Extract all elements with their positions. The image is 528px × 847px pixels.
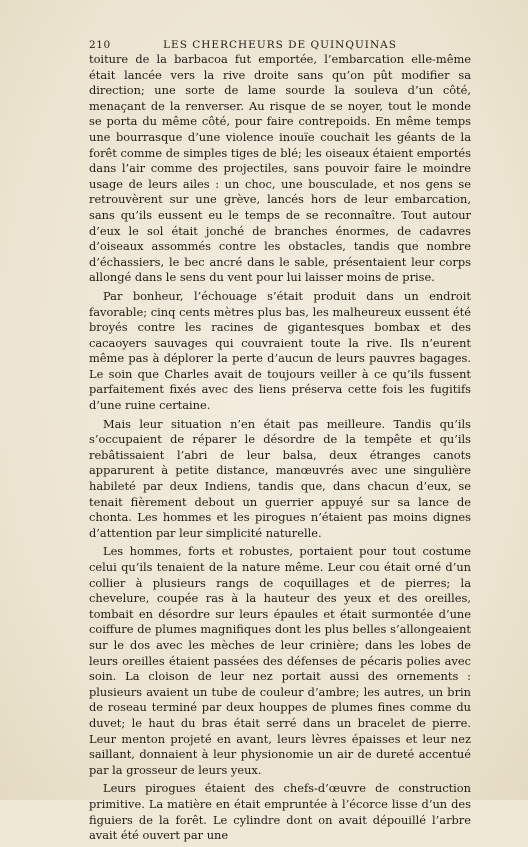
page-header [89,38,471,52]
paragraph-1: toiture de la barbacoa fut emportée, l’embarcation elle-même était lancée vers la rive droite sans qu’on pût modifier sa direction; une sorte de lame sourde la souleva d’un côté, menaçant de la renverser. Au risque de se noyer, tout le monde se porta du même côté, pour faire contrepoids. En même temps une bourrasque d’une violence inouïe couchait les géants de la forêt comme de simples tiges de blé; les oiseaux étaient emportés dans l’air comme des projectiles, sans pouvoir faire le moindre usage de leurs ailes : un choc, une bousculade, et nos gens se retrouvèrent sur une grève, lancés hors de leur embarcation, sans qu’ils eussent eu le temps de se reconnaître. Tout autour d’eux le sol était jonché de branches énormes, de cadavres d’oiseaux assommés contre les obstacles, tandis que nombre d’échassiers, le bec ancré dans le sable, présentaient leur corps allongé dans le sens du vent pour lui laisser moins de prise. [89,52,471,285]
paragraph-2: Par bonheur, l’échouage s’était produit dans un endroit favorable; cinq cents mètres plus bas, les malheureux eussent été broyés contre les racines de gigantesques bombax et des cacaoyers sauvages qui couvraient toute la rive. Ils n’eurent même pas à déplorer la perte d’aucun de leurs pauvres bagages. Le soin que Charles avait de toujours veiller à ce qu’ils fussent parfaitement fixés avec des liens préserva cette fois les fugitifs d’une ruine certaine. [89,288,471,413]
paragraph-5: Leurs pirogues étaient des chefs-d’œuvre de construction primitive. La matière en était empruntée à l’écorce lisse d’un des figuiers de la forêt. Le cylindre dont on avait dépouillé l’arbre avait été ouvert par une [89,781,471,843]
page-number: 210 [89,39,111,51]
page-body [89,52,471,847]
paragraph-4: Les hommes, forts et robustes, portaient pour tout costume celui qu’ils tenaient de la nature même. Leur cou était orné d’un collier à plusieurs rangs de coquillages et de pierres; la chevelure, coupée ras à la hauteur des yeux et des oreilles, tombait en désordre sur leurs épaules et était surmontée d’une coiffure de plumes magnifiques dont les plus belles s’allongeaient sur le dos avec les mèches de leur crinière; dans les lobes de leurs oreilles étaient passées des défenses de pécaris polies avec soin. La cloison de leur nez portait aussi des ornements : plusieurs avaient un tube de couleur d’ambre; les autres, un brin de roseau terminé par deux houppes de plumes fines comme du duvet; le haut du bras était serré dans un bracelet de pierre. Leur menton projeté en avant, leurs lèvres épaisses et leur nez saillant, donnaient à leur physionomie un air de dureté accentué par la grosseur de leurs yeux. [89,544,471,777]
running-title: LES CHERCHEURS DE QUINQUINAS [163,39,397,51]
paragraph-3: Mais leur situation n’en était pas meilleure. Tandis qu’ils s’occupaient de réparer le désordre de la tempête et qu’ils rebâtissaient l’abri de leur balsa, deux étranges canots apparurent à petite distance, manœuvrés avec une singulière habileté par deux Indiens, tandis que, dans chacun d’eux, se tenait fièrement debout un guerrier appuyé sur sa lance de chonta. Les hommes et les pirogues n’étaient pas moins dignes d’attention par leur simplicité naturelle. [89,416,471,540]
